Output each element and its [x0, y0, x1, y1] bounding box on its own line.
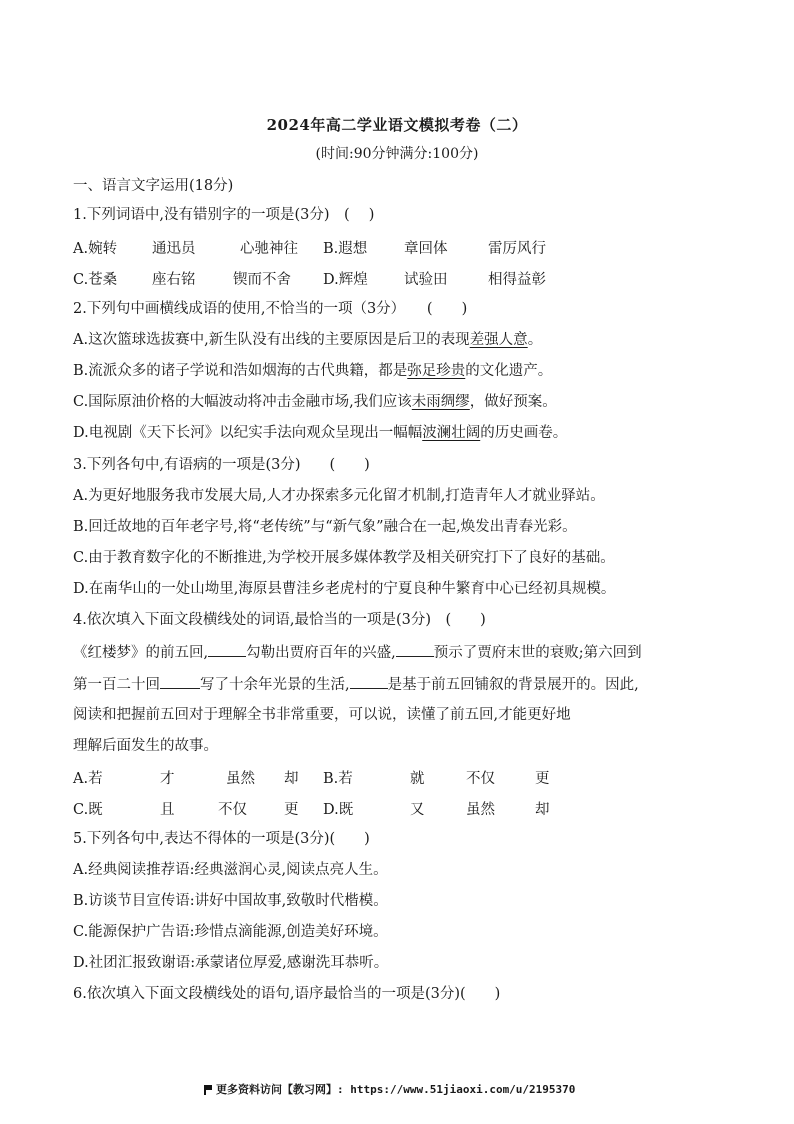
q3-option-d: D.在南华山的一处山坳里,海原县曹洼乡老虎村的宁夏良种牛繁育中心已经初具规模。	[73, 581, 616, 597]
q5-option-d: D.社团汇报致谢语:承蒙诸位厚爱,感谢洗耳恭听。	[73, 955, 389, 971]
q5-option-c: C.能源保护广告语:珍惜点滴能源,创造美好环境。	[73, 924, 388, 940]
q5-stem: 5.下列各句中,表达不得体的一项是(3分)( )	[73, 831, 370, 847]
q2-option-c-text: C.国际原油价格的大幅波动将冲击金融市场,我们应该	[73, 394, 412, 410]
footer-text[interactable]: 更多资料访问【教习网】: https://www.51jiaoxi.com/u/2195370	[216, 1083, 576, 1096]
q1-stem: 1.下列词语中,没有错别字的一项是(3分) ( )	[73, 207, 375, 223]
q1-option-b-word1: B.遐想	[323, 241, 368, 257]
q3-stem: 3.下列各句中,有语病的一项是(3分) ( )	[73, 457, 370, 473]
q1-option-b-word2: 章回体	[404, 241, 448, 257]
blank-line	[350, 674, 388, 689]
q4-option-c-word4: 更	[284, 802, 299, 818]
q2-option-b-end: 的文化遗产。	[465, 363, 553, 379]
blank-line	[396, 642, 434, 657]
q4-passage-text: 是基于前五回铺叙的背景展开的。因此,	[387, 677, 639, 693]
q1-option-a-word3: 心驰神往	[240, 241, 298, 257]
q1-option-a-word2: 通迅员	[152, 241, 196, 257]
q2-option-c	[73, 392, 557, 412]
q4-option-b-word4: 更	[535, 771, 550, 787]
q2-option-a-idiom: 差强人意	[469, 332, 528, 348]
q5-option-b: B.访谈节目宣传语:讲好中国故事,致敬时代楷模。	[73, 893, 388, 909]
q2-option-d	[73, 423, 567, 443]
q4-passage-line1	[73, 642, 642, 663]
q2-stem: 2.下列句中画横线成语的使用,不恰当的一项（3分） ( )	[73, 301, 468, 317]
q6-stem: 6.依次填入下面文段横线处的语句,语序最恰当的一项是(3分)( )	[73, 986, 501, 1002]
q4-option-a-word1: A.若	[73, 771, 103, 787]
q2-option-b-text: B.流派众多的诸子学说和浩如烟海的古代典籍，都是	[73, 363, 408, 379]
page-subtitle: (时间:90分钟满分:100分)	[315, 146, 479, 162]
q4-option-d-word2: 又	[410, 802, 425, 818]
q2-option-c-idiom: 未雨绸缪	[411, 394, 470, 410]
q2-option-a	[73, 330, 542, 350]
q2-option-a-text: A.这次篮球选拔赛中,新生队没有出线的主要原因是后卫的表现	[73, 332, 470, 348]
q4-option-d-word1: D.既	[323, 802, 354, 818]
footer-link[interactable]	[204, 1081, 575, 1097]
q4-option-c-word3: 不仅	[218, 802, 247, 818]
q4-option-d-word4: 却	[535, 802, 550, 818]
section-heading: 一、语言文字运用(18分)	[73, 178, 234, 194]
blank-line	[160, 674, 200, 689]
q5-option-a: A.经典阅读推荐语:经典滋润心灵,阅读点亮人生。	[73, 862, 388, 878]
q3-option-b: B.回迁故地的百年老字号,将“老传统”与“新气象”融合在一起,焕发出青春光彩。	[73, 519, 577, 535]
q4-passage-line2	[73, 674, 639, 695]
q4-option-a-word2: 才	[160, 771, 175, 787]
q1-option-d-word1: D.辉煌	[323, 272, 368, 288]
page-title: 2024年高二学业语文模拟考卷（二）	[266, 116, 528, 134]
q2-option-c-end: ，做好预案。	[469, 394, 557, 410]
q4-option-a-word4: 却	[284, 771, 299, 787]
q3-option-a: A.为更好地服务我市发展大局,人才办探索多元化留才机制,打造青年人才就业驿站。	[73, 488, 605, 504]
q1-option-d-word2: 试验田	[404, 272, 448, 288]
q2-option-b-idiom: 弥足珍贵	[407, 363, 466, 379]
q4-option-d-word3: 虽然	[466, 802, 495, 818]
q4-option-b-word1: B.若	[323, 771, 353, 787]
q4-passage-text: 勾勒出贾府百年的兴盛,	[246, 645, 396, 661]
blank-line	[208, 642, 246, 657]
q1-option-c-word1: C.苍桑	[73, 272, 118, 288]
q1-option-d-word3: 相得益彰	[488, 272, 546, 288]
q2-option-a-end: 。	[527, 332, 543, 348]
q2-option-d-end: 的历史画卷。	[480, 425, 568, 441]
q1-option-c-word3: 锲而不舍	[233, 272, 291, 288]
q4-option-b-word3: 不仅	[466, 771, 495, 787]
q4-passage-text: 第一百二十回	[73, 677, 160, 693]
q2-option-b	[73, 361, 552, 381]
q4-passage-text: 《红楼梦》的前五回,	[73, 645, 209, 661]
q4-option-c-word2: 且	[160, 802, 175, 818]
q4-passage-line3: 阅读和把握前五回对于理解全书非常重要，可以说，读懂了前五回,才能更好地	[73, 707, 571, 723]
q4-passage-text: 写了十余年光景的生活,	[200, 677, 350, 693]
q1-option-c-word2: 座右铭	[152, 272, 196, 288]
q1-option-a-word1: A.婉转	[73, 241, 118, 257]
q2-option-d-text: D.电视剧《天下长河》以纪实手法向观众呈现出一幅幅	[73, 425, 423, 441]
q4-stem: 4.依次填入下面文段横线处的词语,最恰当的一项是(3分) ( )	[73, 612, 486, 628]
q3-option-c: C.由于教育数字化的不断推进,为学校开展多媒体教学及相关研究打下了良好的基础。	[73, 550, 615, 566]
q4-passage-line4: 理解后面发生的故事。	[73, 738, 218, 754]
q1-option-b-word3: 雷厉风行	[488, 241, 546, 257]
q4-option-a-word3: 虽然	[226, 771, 255, 787]
q4-passage-text: 预示了贾府末世的衰败;第六回到	[433, 645, 642, 661]
flag-icon	[204, 1085, 212, 1094]
q2-option-d-idiom: 波澜壮阔	[422, 425, 481, 441]
q4-option-b-word2: 就	[410, 771, 425, 787]
q4-option-c-word1: C.既	[73, 802, 103, 818]
